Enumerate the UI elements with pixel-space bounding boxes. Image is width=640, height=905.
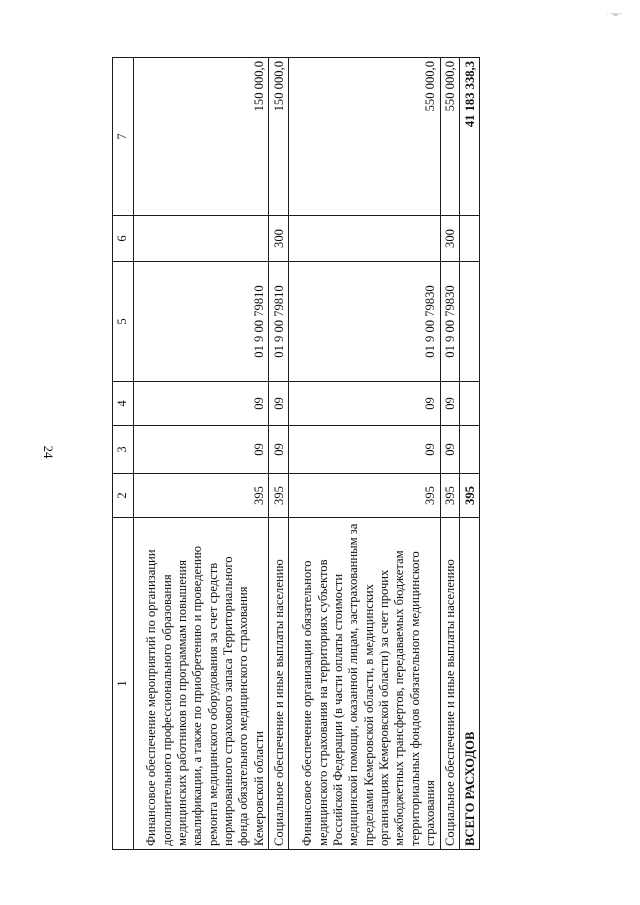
total-label: ВСЕГО РАСХОДОВ [460, 518, 480, 850]
row-amount: 150 000,0 [134, 58, 269, 216]
total-empty-cell [460, 262, 480, 382]
total-empty-cell [460, 382, 480, 426]
row-ministry-code: 395 [440, 474, 460, 518]
row-name: Социальное обеспечение и иные выплаты населению [440, 518, 460, 850]
row-name: Финансовое обеспечение мероприятий по организации дополнительного профессионального образования медицинских работников по программам повышения квалификации, а также по приобретению и проведению ремонта медицинского оборудования за счет средств нормированного страхового запаса Территориального фонда обязательного медицинского страхования Кемеровской области [134, 518, 269, 850]
header-col-3: 3 [113, 426, 134, 474]
scan-speck: · ~ве~ [606, 12, 622, 18]
row-subsection: 09 [134, 382, 269, 426]
table-row [440, 58, 460, 850]
row-section: 09 [134, 426, 269, 474]
row-amount: 550 000,0 [440, 58, 460, 216]
row-ministry-code: 395 [134, 474, 269, 518]
page-number: 24 [41, 445, 56, 459]
row-expense-type [288, 216, 440, 262]
row-target-article: 01 9 00 79810 [134, 262, 269, 382]
header-col-4: 4 [113, 382, 134, 426]
row-section: 09 [440, 426, 460, 474]
row-amount: 150 000,0 [269, 58, 289, 216]
row-target-article: 01 9 00 79830 [440, 262, 460, 382]
total-empty-cell [460, 216, 480, 262]
row-subsection: 09 [269, 382, 289, 426]
row-subsection: 09 [440, 382, 460, 426]
total-row [460, 58, 480, 850]
budget-table-container [112, 58, 480, 850]
row-subsection: 09 [288, 382, 440, 426]
row-expense-type: 300 [440, 216, 460, 262]
table-header-row [113, 58, 134, 850]
row-target-article: 01 9 00 79810 [269, 262, 289, 382]
row-ministry-code: 395 [269, 474, 289, 518]
row-section: 09 [269, 426, 289, 474]
total-ministry-code: 395 [460, 474, 480, 518]
total-empty-cell [460, 426, 480, 474]
header-col-7: 7 [113, 58, 134, 216]
budget-table [112, 57, 480, 850]
row-ministry-code: 395 [288, 474, 440, 518]
table-row [134, 58, 269, 850]
table-row [269, 58, 289, 850]
row-amount: 550 000,0 [288, 58, 440, 216]
row-name: Социальное обеспечение и иные выплаты населению [269, 518, 289, 850]
row-expense-type [134, 216, 269, 262]
header-col-1: 1 [113, 518, 134, 850]
table-row [288, 58, 440, 850]
row-target-article: 01 9 00 79830 [288, 262, 440, 382]
row-name: Финансовое обеспечение организации обязательного медицинского страхования на территориях субъектов Российской Федерации (в части оплаты стоимости медицинской помощи, оказанной лицам, застрахованным за пределами Кемеровской области, в медицинских организациях Кемеровской области) за счет прочих межбюджетных трансфертов, передаваемых бюджетам территориальных фондов обязательного медицинского страхования [288, 518, 440, 850]
header-col-5: 5 [113, 262, 134, 382]
header-col-6: 6 [113, 216, 134, 262]
total-amount: 41 183 338,3 [460, 58, 480, 216]
row-section: 09 [288, 426, 440, 474]
row-expense-type: 300 [269, 216, 289, 262]
header-col-2: 2 [113, 474, 134, 518]
